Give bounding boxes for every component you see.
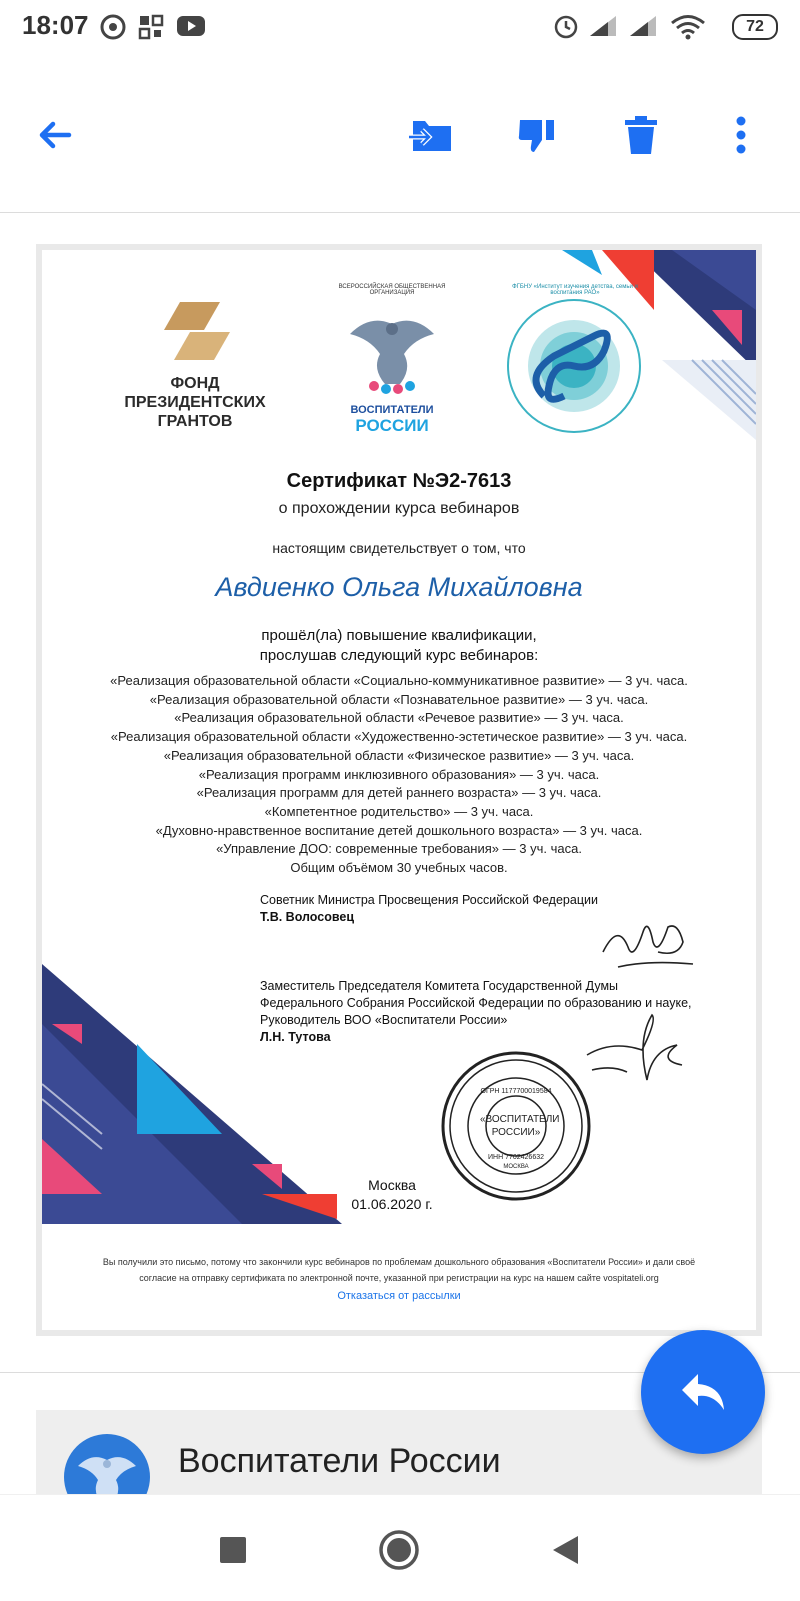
sender-name: Воспитатели России bbox=[178, 1442, 501, 1480]
signatory-2-title: Заместитель Председателя Комитета Государственной Думы bbox=[260, 979, 619, 993]
reply-icon bbox=[680, 1372, 726, 1412]
chrome-icon bbox=[100, 14, 126, 40]
signatory-1-title: Советник Министра Просвещения Российской Федерации bbox=[260, 893, 598, 907]
status-time: 18:07 bbox=[22, 10, 89, 40]
institute-logo bbox=[504, 284, 644, 436]
signatory-2-title: Руководитель ВОО «Воспитатели России» bbox=[260, 1013, 508, 1027]
institute-arc-text: ФГБНУ «Институт изучения детства, семьи и воспитания РАО» bbox=[512, 284, 638, 296]
vospitateli-logo-word1: ВОСПИТАТЕЛИ bbox=[350, 404, 434, 416]
course-item: «Реализация образовательной области «Речевое развитие» — 3 уч. часа. bbox=[174, 710, 624, 726]
course-item: «Реализация образовательной области «Физическое развитие» — 3 уч. часа. bbox=[163, 747, 635, 763]
mail-toolbar bbox=[0, 100, 800, 170]
unsubscribe-link[interactable]: Отказаться от рассылки bbox=[337, 1290, 461, 1302]
logo1-line: ПРЕЗИДЕНТСКИХ bbox=[124, 394, 266, 411]
attest-text: настоящим свидетельствует о том, что bbox=[272, 540, 526, 556]
grants-fund-name bbox=[100, 374, 290, 431]
qr-app-icon bbox=[138, 14, 164, 40]
logo1-line: ФОНД bbox=[170, 375, 220, 392]
course-item: «Реализация образовательной области «Социально-коммуникативное развитие» — 3 уч. часа. bbox=[110, 673, 688, 688]
signature-1 bbox=[598, 912, 698, 972]
signatory-1-name: Т.В. Волосовец bbox=[260, 910, 355, 924]
infinity-emblem-icon bbox=[504, 296, 644, 436]
city-date bbox=[332, 1176, 452, 1214]
wifi-icon bbox=[670, 14, 706, 40]
course-item: «Реализация образовательной области «Познавательное развитие» — 3 уч. часа. bbox=[149, 691, 649, 707]
course-item: «Реализация программ для детей раннего возраста» — 3 уч. часа. bbox=[196, 785, 602, 801]
stamp-ogrn: ОГРН 1177700019584 bbox=[480, 1088, 552, 1095]
organization-stamp bbox=[440, 1050, 592, 1202]
home-button[interactable] bbox=[374, 1525, 424, 1575]
stamp-city: МОСКВА bbox=[503, 1164, 529, 1170]
course-item: «Реализация образовательной области «Художественно-эстетическое развитие» — 3 уч. часа. bbox=[110, 729, 688, 745]
bird-emblem-icon bbox=[330, 294, 454, 404]
footer-line: Вы получили это письмо, потому что закончили курс вебинаров по проблемам дошкольного образования «Воспитатели России» и дали своё bbox=[102, 1257, 696, 1267]
signature-2 bbox=[582, 1010, 692, 1090]
course-item: «Реализация программ инклюзивного образования» — 3 уч. часа. bbox=[198, 766, 600, 782]
back-button[interactable] bbox=[30, 110, 80, 160]
stamp-ring-icon bbox=[440, 1050, 592, 1202]
move-to-folder-button[interactable] bbox=[406, 110, 456, 160]
stamp-inn: ИНН 7702426632 bbox=[487, 1154, 545, 1161]
certificate-title: Сертификат №Э2-7613 bbox=[286, 470, 512, 492]
email-footer-note bbox=[62, 1254, 736, 1286]
city: Москва bbox=[368, 1177, 416, 1193]
signatory-2-name: Л.Н. Тутова bbox=[260, 1030, 331, 1044]
course-item: «Управление ДОО: современные требования» — 3 уч. часа. bbox=[216, 841, 582, 857]
footer-line: согласие на отправку сертификата по электронной почте, указанной при регистрации на курс на нашем сайте vospitateli.org bbox=[139, 1273, 659, 1283]
vospitateli-logo bbox=[330, 284, 454, 444]
delete-button[interactable] bbox=[616, 110, 666, 160]
triangle-back-icon bbox=[550, 1534, 580, 1566]
certificate-image bbox=[36, 244, 762, 1336]
signal-icon-2 bbox=[628, 14, 658, 38]
course-item: «Духовно-нравственное воспитание детей дошкольного возраста» — 3 уч. часа. bbox=[155, 822, 643, 838]
signatory-1 bbox=[260, 892, 598, 926]
stamp-center-1: «ВОСПИТАТЕЛИ bbox=[480, 1114, 560, 1125]
youtube-icon bbox=[176, 14, 206, 38]
more-options-button[interactable] bbox=[716, 110, 766, 160]
vospitateli-logo-word2: РОССИИ bbox=[355, 416, 429, 435]
course-item: «Компетентное родительство» — 3 уч. часа. bbox=[264, 803, 534, 819]
circle-icon bbox=[378, 1529, 420, 1571]
more-vert-icon bbox=[733, 114, 749, 156]
nav-back-button[interactable] bbox=[540, 1525, 590, 1575]
recipient-name: Авдиенко Ольга Михайловна bbox=[215, 572, 583, 602]
square-icon bbox=[218, 1535, 248, 1565]
system-nav-bar bbox=[0, 1494, 800, 1601]
battery-level: 72 bbox=[732, 14, 778, 40]
passed-line: прослушав следующий курс вебинаров: bbox=[259, 647, 539, 664]
signatory-2-title: Федерального Собрания Российской Федерации по образованию и науке, bbox=[260, 996, 692, 1010]
recents-button[interactable] bbox=[208, 1525, 258, 1575]
report-spam-button[interactable] bbox=[512, 110, 562, 160]
grants-fund-logo bbox=[162, 302, 232, 362]
vospitateli-arc-text: ВСЕРОССИЙСКАЯ ОБЩЕСТВЕННАЯ ОРГАНИЗАЦИЯ bbox=[338, 284, 446, 296]
alarm-icon bbox=[552, 12, 580, 40]
passed-line: прошёл(ла) повышение квалификации, bbox=[261, 627, 537, 644]
course-total: Общим объёмом 30 учебных часов. bbox=[290, 860, 508, 876]
move-to-folder-icon bbox=[407, 115, 455, 155]
certificate-subtitle: о прохождении курса вебинаров bbox=[278, 500, 520, 517]
passed-text bbox=[42, 626, 756, 666]
course-list bbox=[42, 672, 756, 878]
thumbs-down-icon bbox=[516, 114, 558, 156]
back-arrow-icon bbox=[35, 115, 75, 155]
status-bar bbox=[0, 0, 800, 54]
issue-date: 01.06.2020 г. bbox=[351, 1196, 433, 1212]
trash-icon bbox=[621, 114, 661, 156]
signal-icon bbox=[588, 14, 618, 38]
reply-button[interactable] bbox=[641, 1330, 765, 1454]
stamp-center-2: РОССИИ» bbox=[491, 1127, 541, 1138]
divider bbox=[0, 212, 800, 213]
logo1-line: ГРАНТОВ bbox=[157, 413, 233, 430]
